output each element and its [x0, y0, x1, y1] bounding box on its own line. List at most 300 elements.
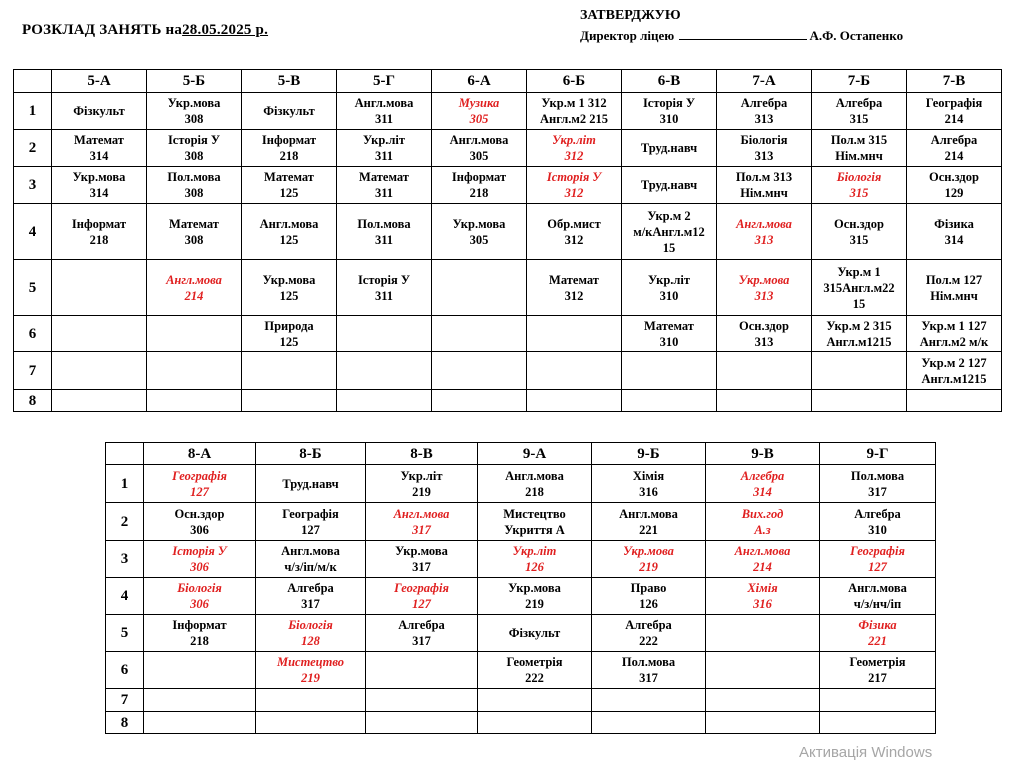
lesson-number: 7 [106, 689, 144, 712]
lesson-cell [432, 390, 527, 412]
room-text: 315 [849, 186, 869, 200]
room-text: 312 [564, 288, 584, 303]
room-text: 312 [564, 232, 584, 247]
lesson-cell [527, 93, 622, 130]
subject-text: Біологія [177, 581, 222, 595]
class-header-9-А: 9-А [478, 443, 592, 465]
class-header-9-Г: 9-Г [820, 443, 936, 465]
room-text: 217 [868, 671, 887, 685]
lesson-cell [337, 93, 432, 130]
room-text: Англ.м1215 [826, 334, 892, 349]
lesson-cell [366, 578, 478, 615]
class-header-9-В: 9-В [706, 443, 820, 465]
room-text: 311 [374, 186, 394, 200]
room-text: 312 [564, 186, 584, 200]
subject-text: Інформат [451, 170, 507, 184]
lesson-row-8 [106, 712, 936, 734]
room-text: 315 [849, 112, 869, 126]
room-text: 313 [754, 288, 774, 303]
subject-text: Мистецтво [276, 655, 345, 669]
room-text: 311 [374, 232, 394, 247]
subject-text: Укр.м 2 [647, 208, 691, 223]
header-row [14, 70, 1002, 93]
lesson-cell [622, 316, 717, 352]
subject-text: Пол.мова [167, 170, 221, 184]
room-text: Нім.мнч [835, 149, 883, 163]
subject-text: Геометрія [506, 655, 563, 669]
subject-text: Математ [644, 318, 694, 333]
room-text: Англ.м2 м/к [919, 334, 989, 349]
room-text: 126 [639, 597, 658, 611]
subject-text: Англ.мова [505, 468, 564, 483]
room-text: 317 [639, 671, 658, 685]
lesson-cell [622, 167, 717, 204]
room-text: 310 [659, 288, 679, 303]
subject-text: Осн.здор [834, 216, 884, 231]
subject-text: Осн.здор [174, 506, 225, 521]
lesson-cell [147, 260, 242, 316]
lesson-cell [706, 578, 820, 615]
lesson-cell [256, 712, 366, 734]
lesson-number: 5 [106, 615, 144, 652]
lesson-cell [432, 260, 527, 316]
lesson-cell [527, 204, 622, 260]
lesson-cell [717, 93, 812, 130]
lesson-row-7 [106, 689, 936, 712]
lesson-cell [52, 204, 147, 260]
room-text: 312 [564, 149, 584, 163]
subject-text: Алгебра [625, 618, 672, 632]
lesson-cell [592, 689, 706, 712]
subject-text: Географія [282, 506, 339, 521]
lesson-cell [717, 390, 812, 412]
subject-text: Географія [850, 544, 905, 558]
room-text: 317 [301, 597, 320, 611]
lesson-row-4 [106, 578, 936, 615]
subject-text: Труд.навч [282, 476, 339, 491]
lesson-cell [812, 204, 907, 260]
subject-text: Укр.літ [512, 544, 557, 558]
room-text: 305 [469, 232, 489, 247]
subject-text: Укр.літ [647, 272, 691, 287]
subject-text: Алгебра [930, 133, 978, 147]
lesson-cell [256, 615, 366, 652]
room-text: 222 [639, 634, 658, 648]
subject-text: Англ.мова [259, 216, 319, 231]
subject-text: Укр.м 1 [837, 264, 881, 279]
subject-text: Пол.мова [621, 655, 676, 669]
subject-text: Географія [394, 581, 449, 595]
lesson-cell [366, 465, 478, 503]
room-text: 214 [944, 149, 964, 163]
room-text: 214 [753, 560, 772, 574]
room-text: 127 [412, 597, 431, 611]
subject-text: Осн.здор [739, 318, 789, 333]
room-text: 306 [190, 560, 209, 574]
lesson-cell [432, 316, 527, 352]
lesson-cell [147, 316, 242, 352]
subject-text: Інформат [71, 216, 127, 231]
lesson-cell [256, 503, 366, 541]
subject-text: Осн.здор [929, 170, 979, 184]
lesson-cell [242, 93, 337, 130]
subject-text: Алгебра [740, 468, 785, 483]
lesson-cell [820, 689, 936, 712]
room-text: Англ.м1215 [921, 371, 987, 386]
subject-text: Укр.мова [508, 581, 561, 595]
lesson-cell [907, 352, 1002, 390]
subject-text: Укр.м 2 315 [826, 318, 892, 333]
lesson-cell [337, 260, 432, 316]
lesson-number: 4 [14, 204, 52, 260]
class-header-8-В: 8-В [366, 443, 478, 465]
room-text: 15 [852, 296, 866, 311]
subject-text: Інформат [172, 618, 227, 632]
lesson-cell [256, 578, 366, 615]
room-text: 310 [868, 522, 887, 537]
subject-text: Географія [925, 96, 983, 110]
lesson-cell [256, 689, 366, 712]
class-header-7-А: 7-А [717, 70, 812, 93]
lesson-cell [366, 615, 478, 652]
subject-text: Право [630, 581, 667, 595]
lesson-cell [144, 615, 256, 652]
lesson-cell [147, 93, 242, 130]
subject-text: Алгебра [287, 581, 334, 595]
lesson-row-5 [106, 615, 936, 652]
room-text: 313 [754, 232, 774, 247]
room-text: Укриття А [504, 522, 565, 537]
subject-text: Математ [74, 133, 124, 147]
lesson-cell [820, 712, 936, 734]
lesson-cell [717, 167, 812, 204]
lesson-cell [337, 316, 432, 352]
lesson-cell [432, 352, 527, 390]
lesson-cell [432, 93, 527, 130]
subject-text: Укр.мова [452, 216, 506, 231]
room-text: 311 [374, 112, 394, 126]
lesson-cell [812, 167, 907, 204]
subject-text: Мистецтво [503, 506, 566, 521]
subject-text: Укр.літ [400, 468, 443, 483]
room-text: 314 [89, 186, 109, 200]
subject-text: Вих.год [741, 506, 784, 521]
subject-text: Англ.мова [736, 216, 792, 231]
class-header-6-А: 6-А [432, 70, 527, 93]
lesson-cell [52, 352, 147, 390]
lesson-cell [147, 130, 242, 167]
lesson-row-5 [14, 260, 1002, 316]
subject-text: Природа [264, 318, 314, 333]
director-position: Директор ліцею [580, 28, 675, 43]
lesson-cell [144, 689, 256, 712]
lesson-cell [147, 352, 242, 390]
room-text: 127 [301, 522, 320, 537]
lesson-cell [478, 689, 592, 712]
lesson-cell [812, 93, 907, 130]
room-text: 313 [754, 334, 774, 349]
lesson-cell [147, 167, 242, 204]
subject-text: Англ.мова [166, 272, 222, 287]
lesson-cell [478, 712, 592, 734]
class-header-5-Б: 5-Б [147, 70, 242, 93]
subject-text: Укр.мова [167, 96, 221, 110]
lesson-cell [366, 689, 478, 712]
lesson-cell [706, 541, 820, 578]
lesson-cell [820, 503, 936, 541]
lesson-cell [337, 167, 432, 204]
room-text: 313 [754, 149, 774, 163]
lesson-cell [478, 541, 592, 578]
room-text: 314 [753, 484, 772, 499]
lesson-cell [592, 578, 706, 615]
lesson-number: 1 [14, 93, 52, 130]
room-text: 218 [279, 149, 299, 163]
room-text: 218 [469, 186, 489, 200]
lesson-cell [147, 204, 242, 260]
class-header-8-Б: 8-Б [256, 443, 366, 465]
lesson-cell [622, 130, 717, 167]
subject-text: Труд.навч [640, 178, 698, 192]
subject-text: Укр.літ [362, 133, 406, 147]
room-text: 127 [868, 560, 887, 574]
lesson-number: 2 [106, 503, 144, 541]
subject-text: Укр.м 1 312 [541, 96, 607, 110]
class-header-5-Г: 5-Г [337, 70, 432, 93]
room-text: 314 [944, 232, 964, 247]
lesson-cell [478, 652, 592, 689]
subject-text: Пол.м 313 [735, 170, 793, 184]
lesson-cell [144, 578, 256, 615]
lesson-cell [622, 390, 717, 412]
lesson-cell [432, 130, 527, 167]
signature-line [679, 29, 807, 40]
room-text: ч/з/іп/м/к [284, 560, 337, 574]
subject-text: Англ.мова [734, 544, 791, 558]
lesson-cell [337, 352, 432, 390]
room-text: 214 [944, 112, 964, 126]
lesson-cell [242, 130, 337, 167]
room-text: 127 [190, 484, 209, 499]
lesson-cell [622, 352, 717, 390]
subject-text: Хімія [747, 581, 778, 595]
lesson-cell [812, 352, 907, 390]
lesson-cell [366, 712, 478, 734]
room-text: 125 [279, 288, 299, 303]
lesson-cell [527, 167, 622, 204]
lesson-number: 7 [14, 352, 52, 390]
lesson-cell [52, 260, 147, 316]
lesson-row-8 [14, 390, 1002, 412]
room-text: 316 [639, 484, 658, 499]
subject-text: Математ [549, 272, 599, 287]
lesson-number: 5 [14, 260, 52, 316]
lesson-cell [52, 390, 147, 412]
subject-text: Біологія [836, 170, 882, 184]
subject-text: Історія У [546, 170, 602, 184]
room-text: 315 [849, 232, 869, 247]
subject-text: Математ [359, 170, 409, 184]
lesson-number: 8 [14, 390, 52, 412]
subject-text: Укр.мова [623, 544, 674, 558]
class-header-7-Б: 7-Б [812, 70, 907, 93]
room-text: 125 [279, 334, 299, 349]
subject-text: Хімія [632, 468, 665, 483]
lesson-cell [907, 390, 1002, 412]
lesson-row-7 [14, 352, 1002, 390]
lesson-cell [820, 578, 936, 615]
lesson-cell [527, 260, 622, 316]
lesson-cell [717, 260, 812, 316]
class-header-5-А: 5-А [52, 70, 147, 93]
lesson-cell [706, 465, 820, 503]
lesson-cell [592, 503, 706, 541]
lesson-cell [592, 465, 706, 503]
room-text: 308 [184, 186, 204, 200]
room-text: 317 [868, 484, 887, 499]
class-header-7-В: 7-В [907, 70, 1002, 93]
lesson-cell [478, 465, 592, 503]
room-text: 317 [412, 560, 431, 574]
subject-text: Англ.мова [848, 581, 907, 595]
room-text: 305 [469, 149, 489, 163]
subject-text: Фізкульт [263, 104, 315, 118]
lesson-row-2 [106, 503, 936, 541]
subject-text: Математ [264, 170, 314, 184]
lesson-cell [706, 712, 820, 734]
lesson-cell [907, 93, 1002, 130]
room-text: 310 [659, 112, 679, 126]
lesson-cell [256, 652, 366, 689]
room-text: А.з [754, 522, 771, 537]
room-text: 306 [190, 522, 209, 537]
lesson-cell [820, 465, 936, 503]
room-text: 218 [190, 634, 209, 648]
subject-text: Алгебра [398, 618, 445, 632]
room-text: 214 [184, 288, 204, 303]
subject-text: Укр.літ [552, 133, 596, 147]
room-text: 128 [301, 634, 320, 648]
room-text: 218 [525, 484, 544, 499]
lesson-cell [820, 541, 936, 578]
lesson-cell [242, 260, 337, 316]
lesson-cell [337, 204, 432, 260]
room-text: 15 [662, 240, 676, 255]
lesson-cell [337, 390, 432, 412]
lesson-cell [432, 167, 527, 204]
subject-text: Укр.мова [72, 170, 126, 184]
room-text: 125 [279, 186, 299, 200]
subject-text: Історія У [642, 96, 696, 110]
lesson-cell [706, 615, 820, 652]
lesson-cell [144, 541, 256, 578]
lesson-number: 2 [14, 130, 52, 167]
subject-text: Інформат [261, 133, 317, 147]
lesson-cell [256, 541, 366, 578]
lesson-cell [907, 204, 1002, 260]
lesson-number: 8 [106, 712, 144, 734]
lesson-cell [706, 689, 820, 712]
lesson-cell [717, 316, 812, 352]
lesson-cell [147, 390, 242, 412]
subject-text: Пол.м 315 [830, 133, 888, 147]
lesson-cell [622, 204, 717, 260]
lesson-cell [242, 352, 337, 390]
lesson-row-6 [14, 316, 1002, 352]
lesson-cell [622, 260, 717, 316]
subject-text: Біологія [740, 133, 788, 147]
lesson-row-2 [14, 130, 1002, 167]
lesson-cell [144, 465, 256, 503]
room-text: 308 [184, 149, 204, 163]
subject-text: Труд.навч [640, 141, 698, 155]
lesson-cell [812, 316, 907, 352]
room-text: 126 [525, 560, 544, 574]
lesson-cell [144, 712, 256, 734]
subject-text: Алгебра [740, 96, 788, 110]
lesson-row-3 [14, 167, 1002, 204]
room-text: 308 [184, 232, 204, 247]
room-text: м/кАнгл.м12 [633, 224, 705, 239]
subject-text: Алгебра [835, 96, 883, 110]
schedule-title [22, 22, 268, 39]
lesson-cell [527, 390, 622, 412]
class-header-6-В: 6-В [622, 70, 717, 93]
lesson-cell [706, 503, 820, 541]
room-text: 221 [639, 522, 658, 537]
lesson-cell [242, 204, 337, 260]
lesson-cell [478, 503, 592, 541]
subject-text: Укр.мова [738, 272, 790, 287]
lesson-cell [52, 316, 147, 352]
lesson-cell [527, 130, 622, 167]
title-date: 28.05.2025 р. [182, 22, 269, 38]
lesson-cell [592, 652, 706, 689]
lesson-cell [478, 578, 592, 615]
lesson-number: 6 [106, 652, 144, 689]
room-text: 317 [412, 634, 431, 648]
lesson-row-1 [106, 465, 936, 503]
subject-text: Фізика [858, 618, 897, 632]
room-text: Англ.м2 215 [539, 112, 609, 126]
lesson-cell [812, 130, 907, 167]
subject-text: Фізкульт [73, 104, 125, 118]
subject-text: Історія У [172, 544, 227, 558]
lesson-cell [907, 260, 1002, 316]
room-text: 317 [412, 522, 431, 537]
subject-text: Укр.мова [262, 272, 316, 287]
lesson-cell [52, 93, 147, 130]
subject-text: Англ.мова [449, 133, 509, 147]
windows-activation-watermark: Активація Windows [799, 744, 933, 761]
lesson-cell [337, 130, 432, 167]
title-prefix: РОЗКЛАД ЗАНЯТЬ на [22, 22, 183, 38]
room-text: 219 [412, 484, 431, 499]
lesson-number: 6 [14, 316, 52, 352]
class-header-6-Б: 6-Б [527, 70, 622, 93]
room-text: 125 [279, 232, 299, 247]
room-text: 306 [190, 597, 209, 611]
subject-text: Історія У [357, 272, 411, 287]
approval-block [580, 8, 903, 44]
lesson-cell [527, 352, 622, 390]
room-text: 218 [89, 232, 109, 247]
director-name: А.Ф. Остапенко [809, 28, 904, 43]
room-text: 311 [374, 149, 394, 163]
lesson-cell [52, 130, 147, 167]
lesson-cell [717, 130, 812, 167]
lesson-cell [144, 652, 256, 689]
